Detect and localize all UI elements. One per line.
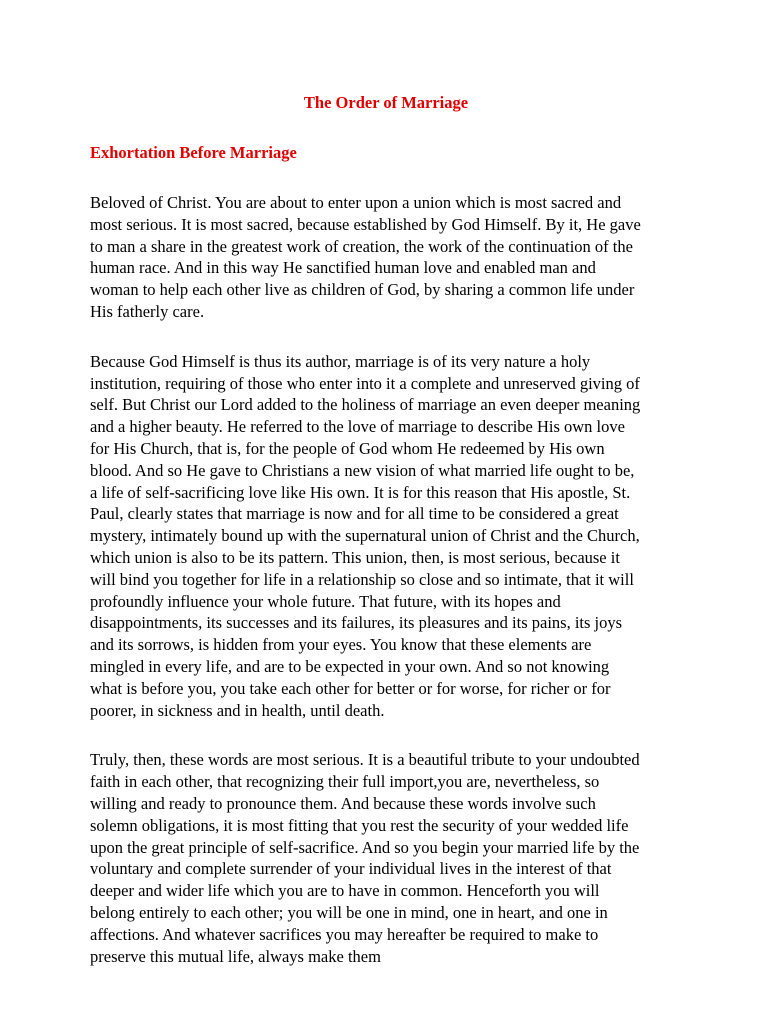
text-line: self. But Christ our Lord added to the holiness of marriage an even deeper meaning <box>90 395 641 415</box>
text-line: human race. And in this way He sanctified human love and enabled man and <box>90 258 596 278</box>
text-line: upon the great principle of self-sacrifice. And so you begin your married life by the <box>90 837 640 857</box>
text-line: profoundly influence your whole future. That future, with its hopes and <box>90 591 561 611</box>
text-line: solemn obligations, it is most fitting that you rest the security of your wedded life <box>90 815 629 835</box>
section-heading: Exhortation Before Marriage <box>90 143 297 162</box>
text-line: and its sorrows, is hidden from your eyes. You know that these elements are <box>90 635 592 655</box>
paragraph-3 <box>90 749 682 967</box>
text-line: faith in each other, that recognizing their full import,you are, nevertheless, so <box>90 772 600 792</box>
text-line: woman to help each other live as children of God, by sharing a common life under <box>90 280 635 300</box>
text-line: mingled in every life, and are to be expected in your own. And so not knowing <box>90 656 610 676</box>
text-line: institution, requiring of those who enter into it a complete and unreserved giving of <box>90 373 640 393</box>
text-line: which union is also to be its pattern. This union, then, is most serious, because it <box>90 547 620 567</box>
text-line: Because God Himself is thus its author, marriage is of its very nature a holy <box>90 351 591 371</box>
text-line: voluntary and complete surrender of your individual lives in the interest of that <box>90 859 612 879</box>
text-line: Paul, clearly states that marriage is now and for all time to be considered a great <box>90 504 619 524</box>
text-line: for His Church, that is, for the people of God whom He redeemed by His own <box>90 438 605 458</box>
paragraph-1 <box>90 192 682 323</box>
text-line: preserve this mutual life, always make them <box>90 946 381 966</box>
text-line: poorer, in sickness and in health, until death. <box>90 700 385 720</box>
text-line: to man a share in the greatest work of creation, the work of the continuation of the <box>90 236 633 256</box>
text-line: blood. And so He gave to Christians a new vision of what married life ought to be, <box>90 460 635 480</box>
text-line: Truly, then, these words are most serious. It is a beautiful tribute to your undoubted <box>90 750 640 770</box>
document-page <box>90 92 682 995</box>
text-line: Beloved of Christ. You are about to enter upon a union which is most sacred and <box>90 193 622 212</box>
text-line: disappointments, its successes and its failures, its pleasures and its pains, its joys <box>90 613 623 633</box>
text-line: will bind you together for life in a relationship so close and so intimate, that it will <box>90 569 634 589</box>
text-line: affections. And whatever sacrifices you may hereafter be required to make to <box>90 924 599 944</box>
text-line: most serious. It is most sacred, because established by God Himself. By it, He gave <box>90 214 641 234</box>
document-title: The Order of Marriage <box>303 93 469 112</box>
paragraph-2 <box>90 351 682 722</box>
text-line: willing and ready to pronounce them. And because these words involve such <box>90 793 596 813</box>
text-line: and a higher beauty. He referred to the love of marriage to describe His own love <box>90 417 625 437</box>
text-line: deeper and wider life which you are to have in common. Henceforth you will <box>90 881 600 901</box>
text-line: what is before you, you take each other for better or for worse, for richer or for <box>90 678 611 698</box>
text-line: a life of self-sacrificing love like His own. It is for this reason that His apostle, St. <box>90 482 631 502</box>
text-line: belong entirely to each other; you will be one in mind, one in heart, and one in <box>90 902 608 922</box>
text-line: His fatherly care. <box>90 301 205 321</box>
text-line: mystery, intimately bound up with the supernatural union of Christ and the Church, <box>90 526 640 546</box>
